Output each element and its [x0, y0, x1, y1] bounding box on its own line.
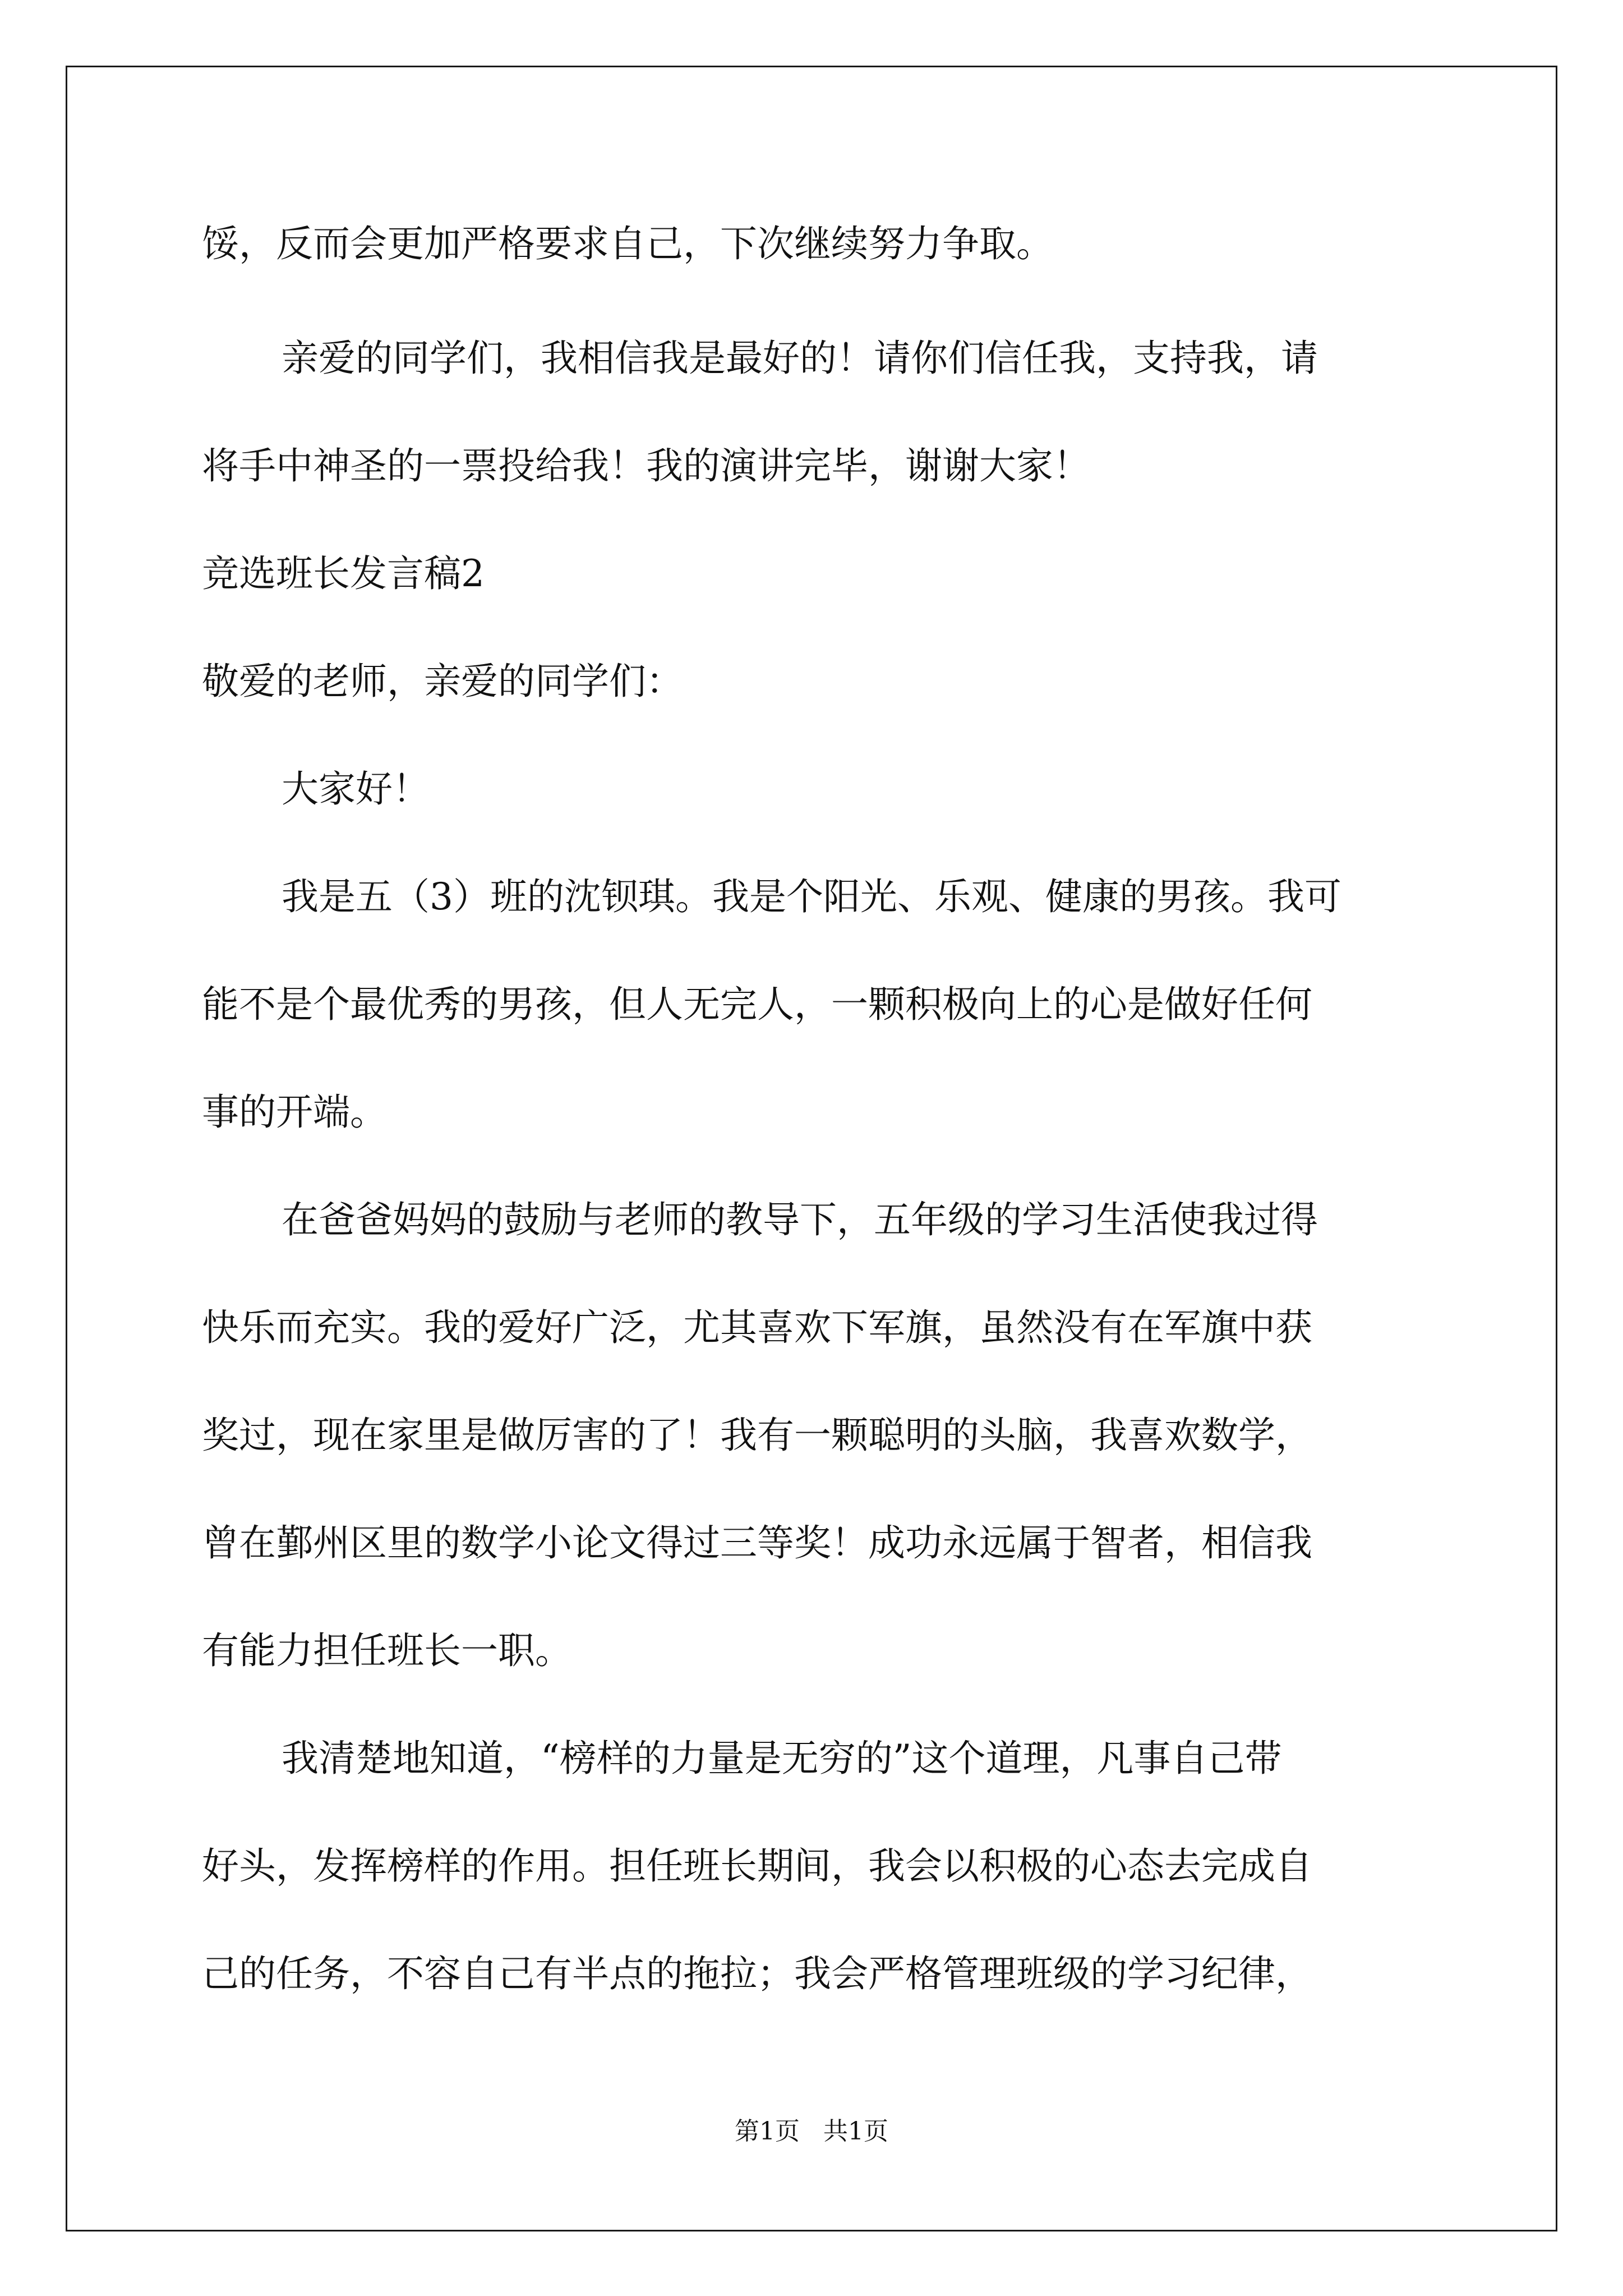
text-line: 在爸爸妈妈的鼓励与老师的教导下，五年级的学习生活使我过得 [282, 1198, 1318, 1241]
text-line: 有能力担任班长一职。 [202, 1629, 572, 1672]
text-line: 快乐而充实。我的爱好广泛，尤其喜欢下军旗，虽然没有在军旗中获 [202, 1306, 1312, 1349]
text-line: 曾在鄞州区里的数学小论文得过三等奖！成功永远属于智者，相信我 [202, 1521, 1312, 1565]
salutation: 敬爱的老师，亲爱的同学们： [202, 660, 683, 703]
section-heading: 竞选班长发言稿2 [202, 552, 485, 595]
text-line: 亲爱的同学们，我相信我是最好的！请你们信任我，支持我，请 [282, 337, 1318, 380]
text-line: 好头，发挥榜样的作用。担任班长期间，我会以积极的心态去完成自 [202, 1844, 1312, 1888]
greeting: 大家好！ [282, 767, 430, 811]
page-number-footer: 第1页 共1页 [735, 2117, 888, 2146]
text-line: 我清楚地知道，“榜样的力量是无穷的”这个道理，凡事自己带 [282, 1737, 1282, 1780]
text-line: 己的任务，不容自己有半点的拖拉；我会严格管理班级的学习纪律， [202, 1952, 1312, 1995]
page-border [66, 66, 1557, 2231]
text-line: 事的开端。 [202, 1091, 387, 1134]
text-line: 馁，反而会更加严格要求自己，下次继续努力争取。 [202, 222, 1053, 265]
text-line: 能不是个最优秀的男孩，但人无完人，一颗积极向上的心是做好任何 [202, 983, 1312, 1026]
text-line: 将手中神圣的一票投给我！我的演讲完毕，谢谢大家！ [202, 444, 1090, 487]
text-line: 我是五（3）班的沈钡琪。我是个阳光、乐观、健康的男孩。我可 [282, 875, 1341, 918]
text-line: 奖过，现在家里是做厉害的了！我有一颗聪明的头脑，我喜欢数学， [202, 1414, 1312, 1457]
